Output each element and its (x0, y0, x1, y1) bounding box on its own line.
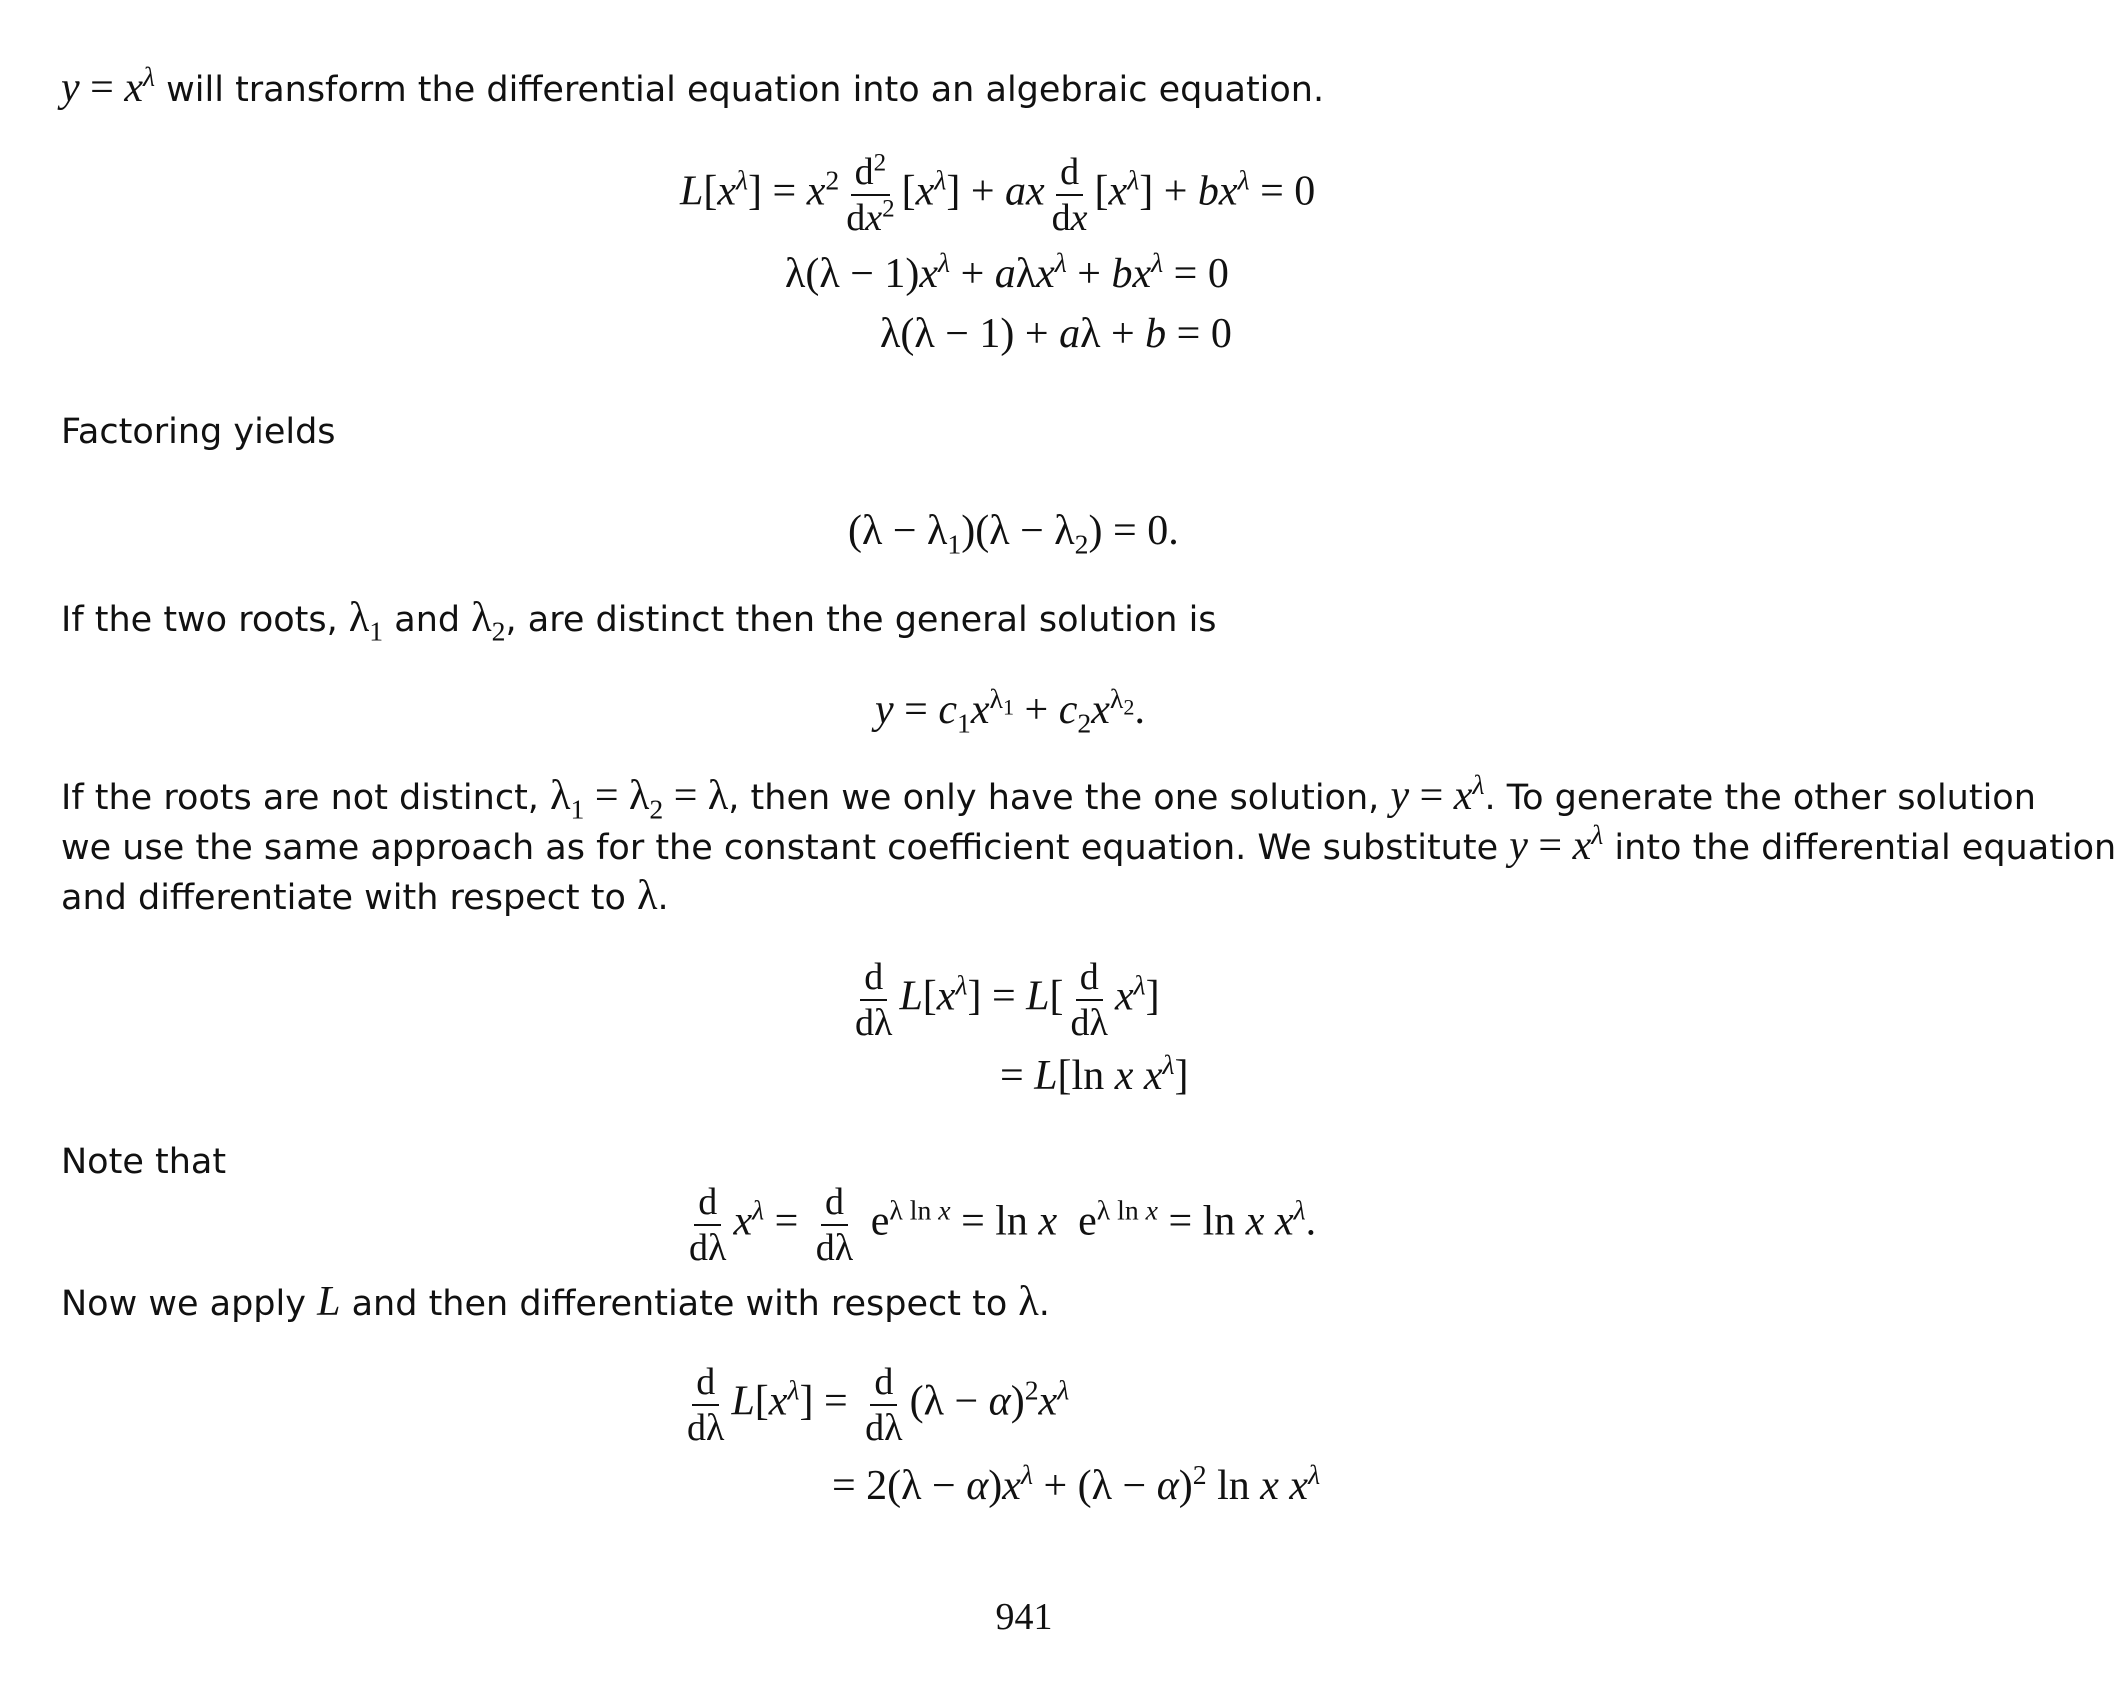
apply-paragraph: Now we apply L and then differentiate with respect to λ. (61, 1279, 1050, 1325)
equation-factored: $(\lambda - \lambda_1)(\lambda - \lambda_2) = 0$. (848, 508, 1179, 560)
note-paragraph: Note that (61, 1142, 227, 1182)
factoring-paragraph: Factoring yields (61, 412, 336, 452)
distinct-roots-paragraph: If the two roots, $\lambda_1$ and $\lambda_2$, are distinct then the general solution is (61, 595, 1217, 647)
equation-note: $\frac{d}{d\lambda}$ $x^\lambda$ = $\frac{d}{d\lambda}$ $e^{\lambda ln x} = \ln x$ $e^{\lambda ln x} = \ln x$ $x^\lambda$. (689, 1181, 1317, 1269)
equation-characteristic-expanded: $\lambda(\lambda - 1)x^\lambda + a\lambda x^\lambda + bx^\lambda = 0$ (785, 247, 1229, 297)
equation-apply-line2: = $2(\lambda - \alpha)x^\lambda + (\lambda - \alpha)^2$ ln x $x^\lambda$ (832, 1459, 1321, 1509)
equation-derivative-operator: $\frac{d}{d\lambda}$ $L[x^\lambda] = L$[ $\frac{d}{d\lambda}$ $x^\lambda$] (855, 956, 1160, 1044)
equation-characteristic: λ(λ − 1) + aλ + b = 0 (880, 311, 1232, 357)
equation-general-solution: $y = c_1x^{\lambda_1} + c_2x^{\lambda_2}$. (875, 683, 1145, 739)
equation-derivative-result: = L[ln x $x^\lambda$] (1000, 1049, 1189, 1099)
fraction-d-dx: $\frac{d}{dx}$ (1051, 151, 1088, 239)
inline-math-y-eq-x-lambda: $y = x^\lambda$ (61, 61, 156, 111)
fraction-d2-dx2: $\frac{d^2}{dx^2}$ (846, 149, 895, 239)
intro-text: will transform the differential equation into an algebraic equation. (166, 70, 1325, 110)
equation-apply-line1: $\frac{d}{d\lambda}$ $L[x^\lambda]$ = $\frac{d}{d\lambda}$ $(\lambda - \alpha)^2x^\lambda$ (687, 1361, 1070, 1449)
intro-paragraph (61, 61, 2001, 114)
repeated-roots-paragraph: If the roots are not distinct, $\lambda_1 = \lambda_2 = \lambda$, then we only have the one solution, $y = x^\lambda$. To generate the other solution we use the same approach as for the constant coefficient equation. We substitute $y = x^\lambda$ into the differential equation and differentiate with respect to λ. (61, 769, 2116, 919)
equation-euler-operator: $L[x^\lambda] = x^2$ $\frac{d^2}{dx^2}$ $[x^\lambda]$ + ax $\frac{d}{dx}$ $[x^\lambda] + bx^\lambda = 0$ (680, 149, 1316, 239)
page-number: 941 (995, 1596, 1053, 1638)
